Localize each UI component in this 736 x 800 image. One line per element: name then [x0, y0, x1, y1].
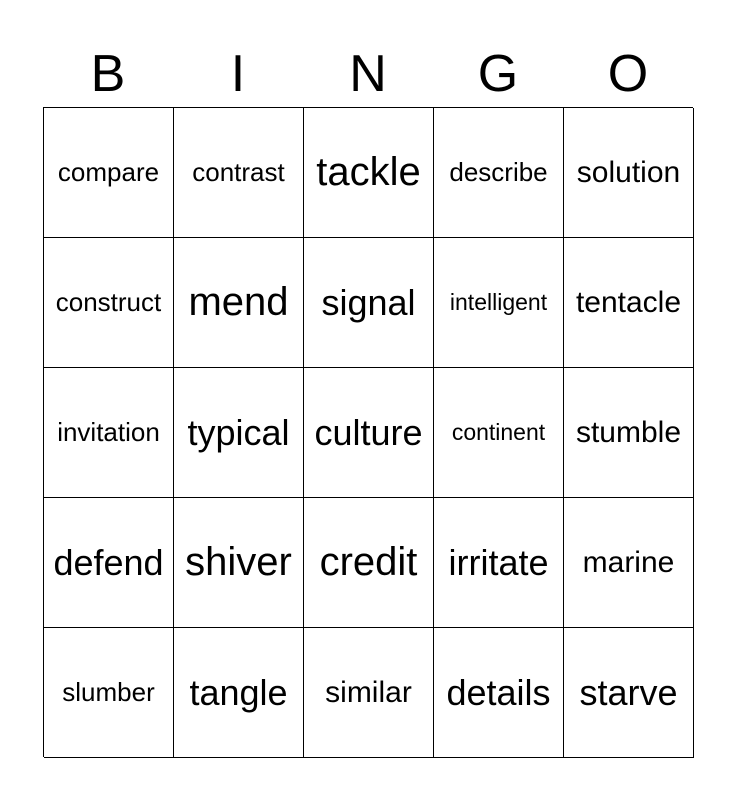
- bingo-cell[interactable]: continent: [434, 368, 564, 498]
- bingo-cell[interactable]: signal: [304, 238, 434, 368]
- bingo-cell[interactable]: starve: [564, 628, 694, 758]
- header-letter-n: N: [349, 45, 387, 103]
- bingo-cell[interactable]: shiver: [174, 498, 304, 628]
- bingo-cell[interactable]: compare: [44, 108, 174, 238]
- bingo-cell[interactable]: similar: [304, 628, 434, 758]
- bingo-card-grid: [43, 107, 693, 757]
- bingo-cell[interactable]: tangle: [174, 628, 304, 758]
- bingo-cell[interactable]: tentacle: [564, 238, 694, 368]
- header-letter-o: O: [607, 45, 649, 103]
- header-letter-g: G: [477, 45, 519, 103]
- bingo-cell[interactable]: culture: [304, 368, 434, 498]
- header-letter-b: B: [90, 45, 126, 103]
- bingo-cell[interactable]: construct: [44, 238, 174, 368]
- bingo-cell[interactable]: typical: [174, 368, 304, 498]
- bingo-cell[interactable]: invitation: [44, 368, 174, 498]
- bingo-cell[interactable]: slumber: [44, 628, 174, 758]
- bingo-cell[interactable]: contrast: [174, 108, 304, 238]
- bingo-cell[interactable]: stumble: [564, 368, 694, 498]
- header-letter-i: I: [230, 45, 246, 103]
- bingo-cell[interactable]: details: [434, 628, 564, 758]
- bingo-cell[interactable]: irritate: [434, 498, 564, 628]
- bingo-cell[interactable]: intelligent: [434, 238, 564, 368]
- bingo-cell[interactable]: mend: [174, 238, 304, 368]
- bingo-cell[interactable]: describe: [434, 108, 564, 238]
- bingo-cell[interactable]: tackle: [304, 108, 434, 238]
- bingo-cell[interactable]: credit: [304, 498, 434, 628]
- bingo-cell[interactable]: solution: [564, 108, 694, 238]
- bingo-cell[interactable]: marine: [564, 498, 694, 628]
- bingo-header: [43, 44, 693, 104]
- bingo-cell[interactable]: defend: [44, 498, 174, 628]
